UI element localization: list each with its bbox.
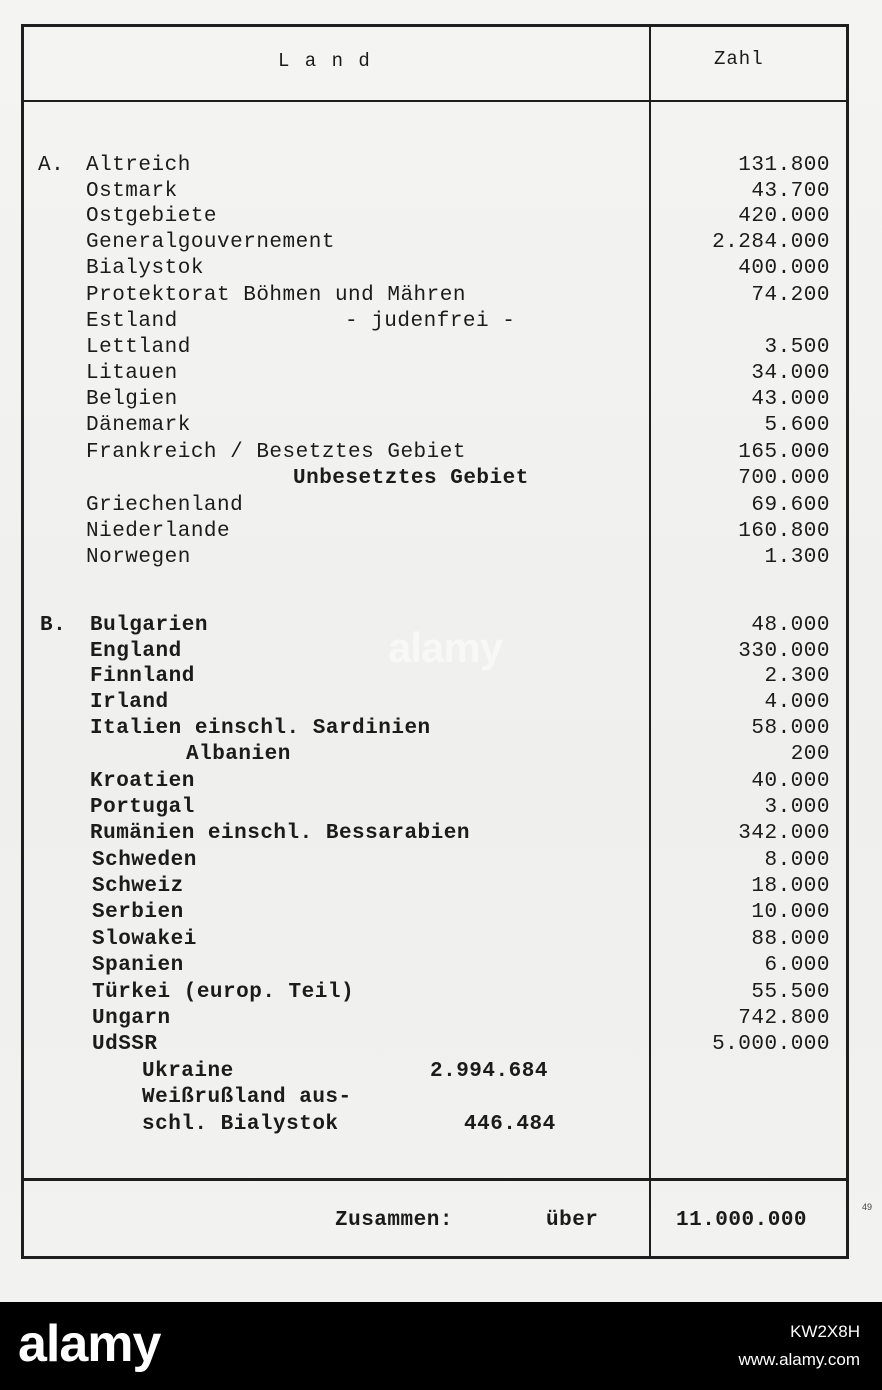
row-label: Altreich — [86, 154, 191, 177]
row-value: 400.000 — [738, 257, 830, 280]
row-value: 55.500 — [751, 981, 830, 1004]
row-value: 700.000 — [738, 467, 830, 490]
row-value: 8.000 — [764, 849, 830, 872]
row-value: 1.300 — [764, 546, 830, 569]
row-value: 342.000 — [738, 822, 830, 845]
total-divider — [21, 1178, 849, 1181]
total-qualifier: über — [546, 1209, 599, 1232]
row-label: Serbien — [92, 901, 184, 924]
header-divider — [21, 100, 849, 102]
row-value: 10.000 — [751, 901, 830, 924]
column-divider — [649, 24, 651, 1259]
row-label: Dänemark — [86, 414, 191, 437]
row-value: 58.000 — [751, 717, 830, 740]
row-value: 34.000 — [751, 362, 830, 385]
row-value: 2.300 — [764, 665, 830, 688]
row-label: UdSSR — [92, 1033, 158, 1056]
row-value: 69.600 — [751, 494, 830, 517]
row-value: 3.000 — [764, 796, 830, 819]
row-value: 43.000 — [751, 388, 830, 411]
row-label: Albanien — [186, 743, 291, 766]
row-label: Portugal — [90, 796, 195, 819]
row-label: Ostgebiete — [86, 205, 218, 228]
row-label: England — [90, 640, 182, 663]
row-note: - judenfrei - — [345, 310, 516, 333]
row-label: Unbesetztes Gebiet — [293, 467, 529, 490]
row-label: Italien einschl. Sardinien — [90, 717, 431, 740]
alamy-logo: alamy — [18, 1315, 161, 1373]
row-value: 40.000 — [751, 770, 830, 793]
column-header-land: L a n d — [278, 50, 372, 72]
total-label: Zusammen: — [335, 1209, 453, 1232]
row-value: 160.800 — [738, 520, 830, 543]
row-value: 18.000 — [751, 875, 830, 898]
row-value: 420.000 — [738, 205, 830, 228]
row-label: Spanien — [92, 954, 184, 977]
udssr-sub-label: Ukraine — [142, 1060, 234, 1083]
row-label: Rumänien einschl. Bessarabien — [90, 822, 470, 845]
watermark: alamy — [388, 624, 503, 671]
row-label: Estland — [86, 310, 178, 333]
row-label: Schweden — [92, 849, 197, 872]
row-value: 131.800 — [738, 154, 830, 177]
column-header-zahl: Zahl — [714, 48, 764, 70]
row-label: Schweiz — [92, 875, 184, 898]
image-id: KW2X8H — [790, 1322, 860, 1341]
row-value: 165.000 — [738, 441, 830, 464]
row-value: 5.000.000 — [712, 1033, 830, 1056]
row-label: Slowakei — [92, 928, 197, 951]
udssr-sub-label: schl. Bialystok — [142, 1113, 339, 1136]
row-value: 2.284.000 — [712, 231, 830, 254]
row-label: Frankreich / Besetztes Gebiet — [86, 441, 466, 464]
row-value: 6.000 — [764, 954, 830, 977]
row-label: Lettland — [86, 336, 191, 359]
row-label: Belgien — [86, 388, 178, 411]
row-label: Kroatien — [90, 770, 195, 793]
row-label: Ostmark — [86, 180, 178, 203]
footer-banner — [0, 1302, 882, 1390]
row-value: 3.500 — [764, 336, 830, 359]
row-label: Litauen — [86, 362, 178, 385]
row-label: Bulgarien — [90, 614, 208, 637]
udssr-sub-value: 446.484 — [464, 1113, 556, 1136]
row-value: 74.200 — [751, 284, 830, 307]
site-url: www.alamy.com — [738, 1350, 860, 1369]
row-value: 742.800 — [738, 1007, 830, 1030]
row-label: Protektorat Böhmen und Mähren — [86, 284, 466, 307]
udssr-sub-label: Weißrußland aus- — [142, 1086, 352, 1109]
row-label: Finnland — [90, 665, 195, 688]
row-label: Norwegen — [86, 546, 191, 569]
row-label: Irland — [90, 691, 169, 714]
udssr-sub-value: 2.994.684 — [430, 1060, 548, 1083]
row-label: Generalgouvernement — [86, 231, 335, 254]
section-a-marker: A. — [38, 154, 65, 177]
row-value: 330.000 — [738, 640, 830, 663]
row-label: Ungarn — [92, 1007, 171, 1030]
row-value: 43.700 — [751, 180, 830, 203]
section-b-marker: B. — [40, 614, 67, 637]
row-value: 88.000 — [751, 928, 830, 951]
row-label: Griechenland — [86, 494, 244, 517]
row-label: Bialystok — [86, 257, 204, 280]
row-label: Türkei (europ. Teil) — [92, 981, 355, 1004]
row-value: 48.000 — [751, 614, 830, 637]
row-value: 5.600 — [764, 414, 830, 437]
row-value: 4.000 — [764, 691, 830, 714]
row-label: Niederlande — [86, 520, 231, 543]
total-value: 11.000.000 — [676, 1209, 808, 1232]
row-value: 200 — [790, 743, 830, 766]
page-number: 49 — [862, 1202, 873, 1212]
